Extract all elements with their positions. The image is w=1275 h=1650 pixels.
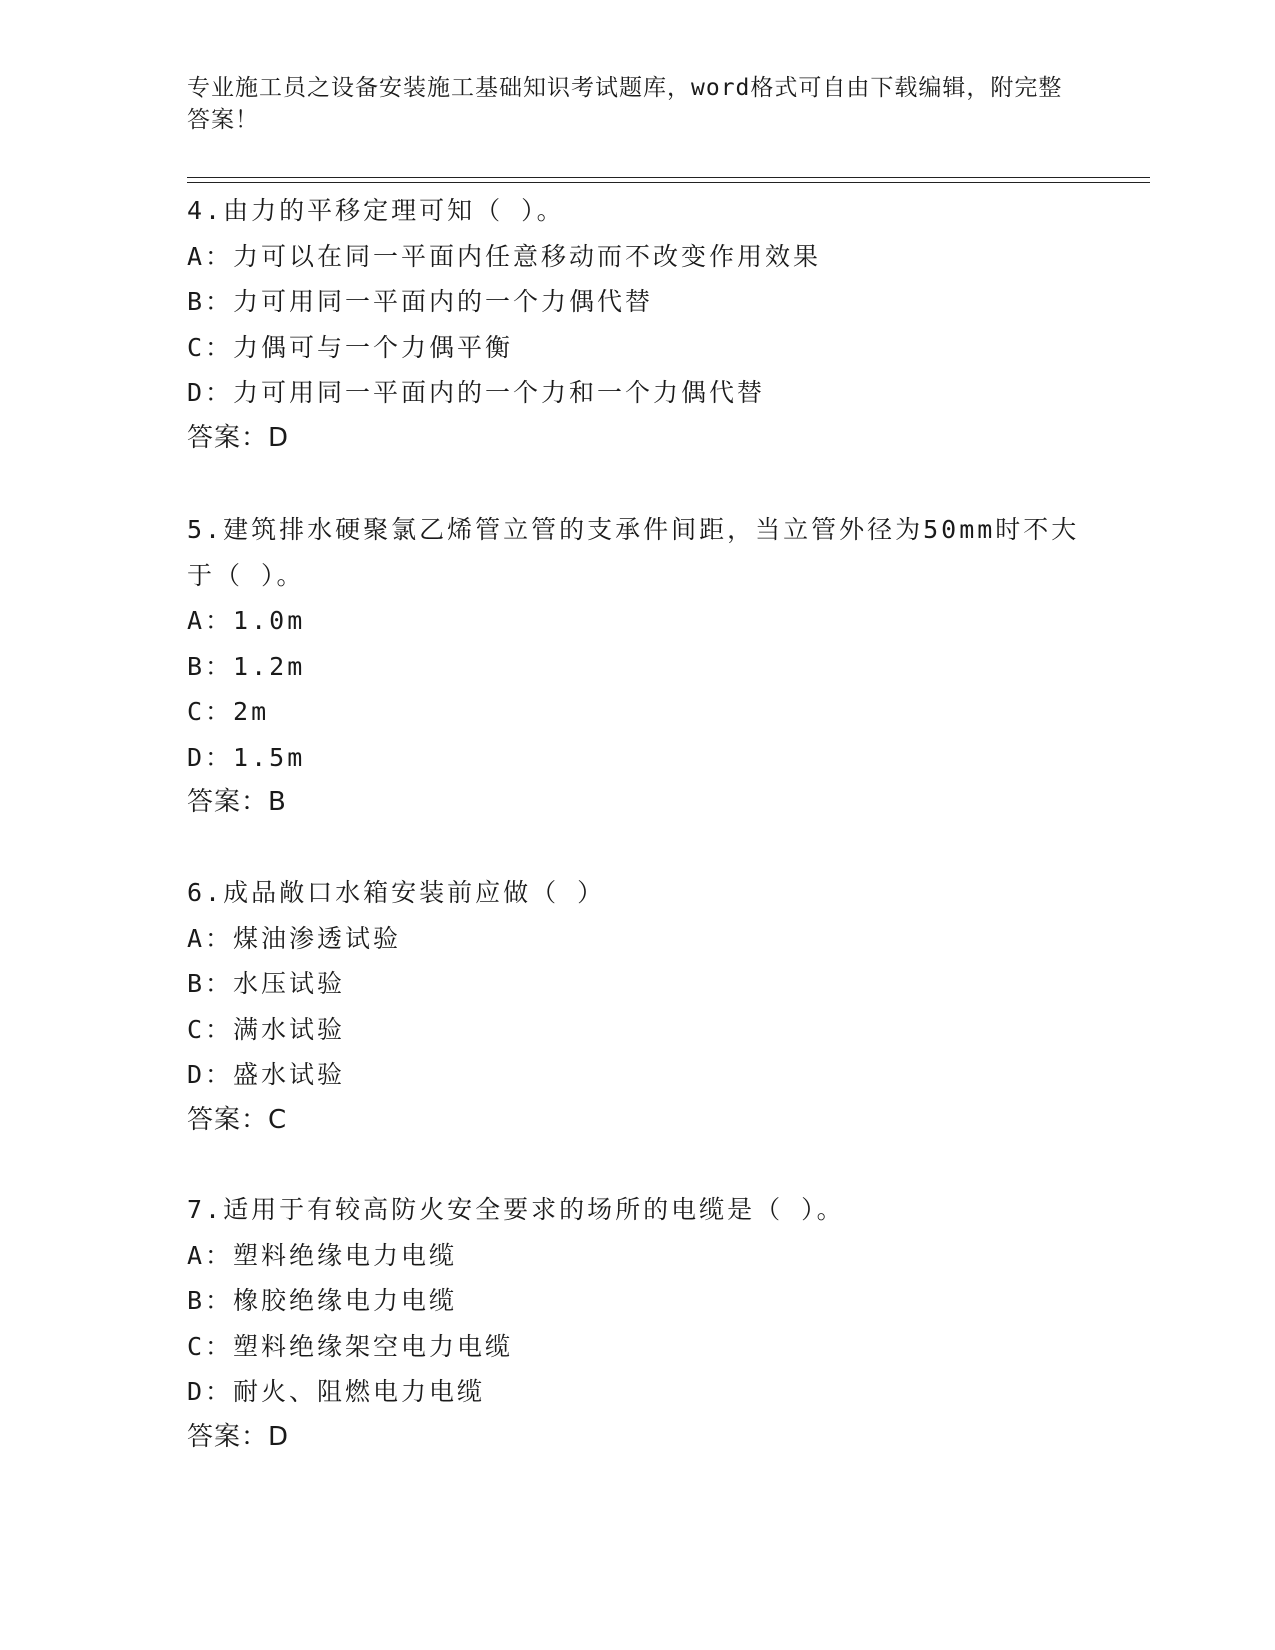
option-b: B：水压试验 <box>187 969 346 998</box>
header-divider-bottom <box>187 182 1150 183</box>
option-a: A：煤油渗透试验 <box>187 923 402 953</box>
option-d: D：力可用同一平面内的一个力和一个力偶代替 <box>187 378 766 407</box>
answer: 答案：C <box>187 1104 288 1135</box>
option-c: C：2m <box>187 697 270 726</box>
question-stem: 5.建筑排水硬聚氯乙烯管立管的支承件间距，当立管外径为50mm时不大于（ ）。 <box>187 515 1080 590</box>
option-a: A：1.0m <box>187 606 306 635</box>
question-5 <box>187 507 1087 826</box>
option-c: C：满水试验 <box>187 1014 346 1044</box>
question-6 <box>187 870 1087 1143</box>
option-a: A：力可以在同一平面内任意移动而不改变作用效果 <box>187 241 822 271</box>
header-divider-top <box>187 177 1150 178</box>
question-7 <box>187 1187 1087 1460</box>
option-b: B：力可用同一平面内的一个力偶代替 <box>187 287 654 316</box>
option-b: B：1.2m <box>187 651 306 681</box>
option-b: B：橡胶绝缘电力电缆 <box>187 1286 458 1315</box>
question-stem: 4.由力的平移定理可知（ ）。 <box>187 196 565 225</box>
option-a: A：塑料绝缘电力电缆 <box>187 1240 458 1270</box>
question-4 <box>187 188 1087 461</box>
option-d: D：盛水试验 <box>187 1060 346 1089</box>
question-stem: 6.成品敞口水箱安装前应做（ ） <box>187 878 606 907</box>
answer: 答案：D <box>187 1421 290 1452</box>
option-d: D：耐火、阻燃电力电缆 <box>187 1377 486 1406</box>
document-intro: 专业施工员之设备安装施工基础知识考试题库，word格式可自由下载编辑，附完整答案！ <box>187 75 1063 133</box>
option-d: D：1.5m <box>187 742 306 772</box>
answer: 答案：D <box>187 422 290 453</box>
question-stem: 7.适用于有较高防火安全要求的场所的电缆是（ ）。 <box>187 1195 845 1224</box>
option-c: C：力偶可与一个力偶平衡 <box>187 332 514 362</box>
answer: 答案：B <box>187 787 287 817</box>
option-c: C：塑料绝缘架空电力电缆 <box>187 1331 514 1361</box>
